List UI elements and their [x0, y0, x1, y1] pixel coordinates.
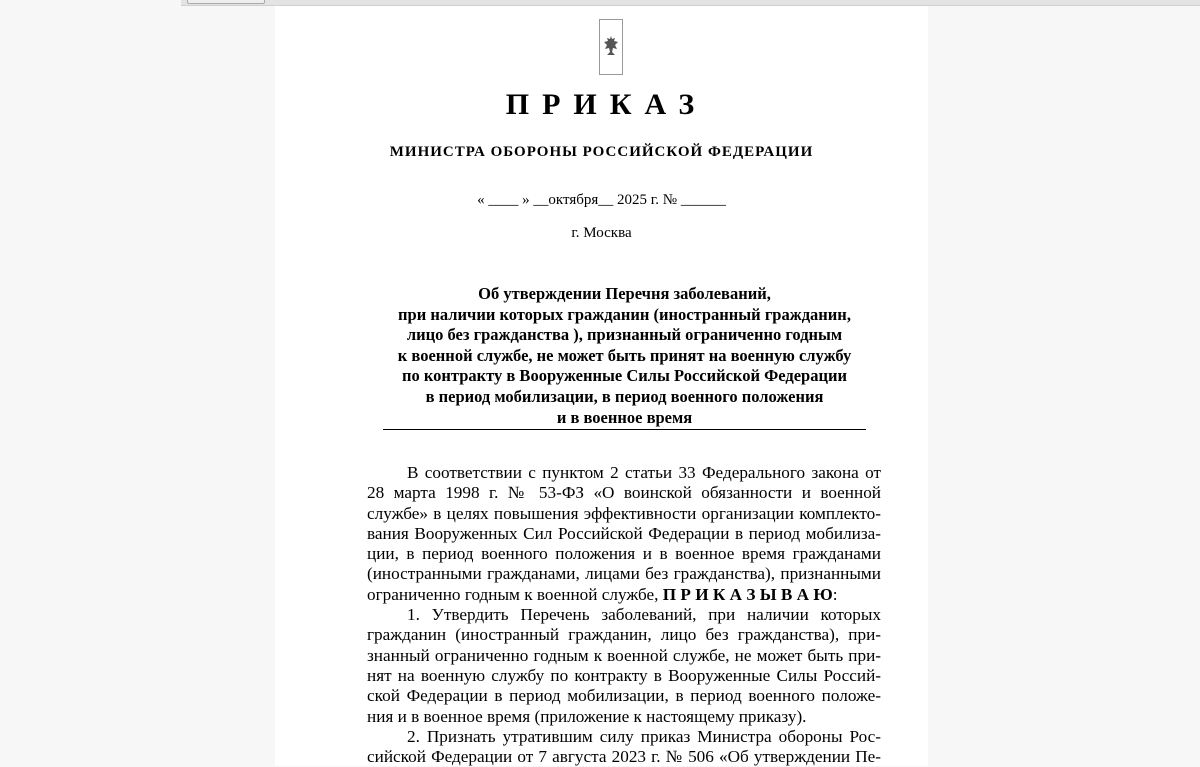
preamble-end: ограниченно годным к военной службе, — [367, 584, 663, 604]
coat-of-arms-emblem-icon — [599, 19, 623, 75]
date-line: « ____ » __октября__ 2025 г. № ______ — [477, 192, 726, 208]
heading-line: по контракту в Вооруженные Силы Российской Федерации — [401, 366, 848, 386]
heading-line: Об утверждении Перечня заболеваний, — [478, 284, 771, 303]
body-line — [367, 585, 881, 605]
heading-line: лицо без гражданства ), признанный ограниченно годным — [406, 325, 843, 345]
order-colon: : — [832, 584, 838, 604]
document-subtitle: МИНИСТРА ОБОРОНЫ РОССИЙСКОЙ ФЕДЕРАЦИИ — [389, 144, 814, 160]
heading-line: и в военное время — [556, 407, 693, 427]
heading-line: к военной службе, не может быть принят на военную службу — [397, 345, 852, 365]
body-line: 2. Признать утратившим силу приказ Министра обороны Рос- — [407, 726, 881, 746]
document-body — [367, 463, 881, 767]
city: г. Москва — [571, 225, 632, 241]
heading-line: при наличии которых гражданин (иностранный гражданин, — [398, 304, 851, 324]
order-heading — [383, 284, 866, 430]
body-line: гражданин (иностранный гражданин, лицо без гражданства), при- — [367, 625, 881, 645]
body-line: сийской Федерации от 7 августа 2023 г. № 506 «Об утверждении Пе- — [367, 747, 881, 767]
body-line: (иностранными гражданами, лицами без гражданства), признанными — [367, 564, 881, 584]
body-line: ния и в военное время (приложение к настоящему приказу). — [367, 706, 807, 726]
body-line: службе» в целях повышения эффективности организации комплекто- — [367, 503, 881, 523]
body-line: 28 марта 1998 г. № 53-ФЗ «О воинской обязанности и военной — [367, 483, 881, 503]
body-line: ской Федерации в период мобилизации, в период военного положе- — [367, 686, 881, 706]
body-line: ции, в период военного положения и в военное время гражданами — [367, 544, 881, 564]
order-word: П Р И К А З Ы В А Ю — [662, 584, 833, 604]
body-line: 1. Утвердить Перечень заболеваний, при наличии которых — [407, 605, 881, 625]
body-line: вания Вооруженных Сил Российской Федерации в период мобилиза- — [367, 523, 881, 543]
body-line: знанный ограниченно годным к военной службе, не может быть при- — [367, 645, 881, 665]
toolbar-button[interactable] — [187, 0, 265, 4]
document-title: ПРИКАЗ — [505, 88, 708, 121]
heading-line: в период мобилизации, в период военного положения — [425, 386, 824, 406]
body-line: В соответствии с пунктом 2 статьи 33 Федерального закона от — [407, 463, 881, 482]
body-line: нят на военную службу по контракту в Вооруженные Силы Россий- — [367, 665, 881, 685]
